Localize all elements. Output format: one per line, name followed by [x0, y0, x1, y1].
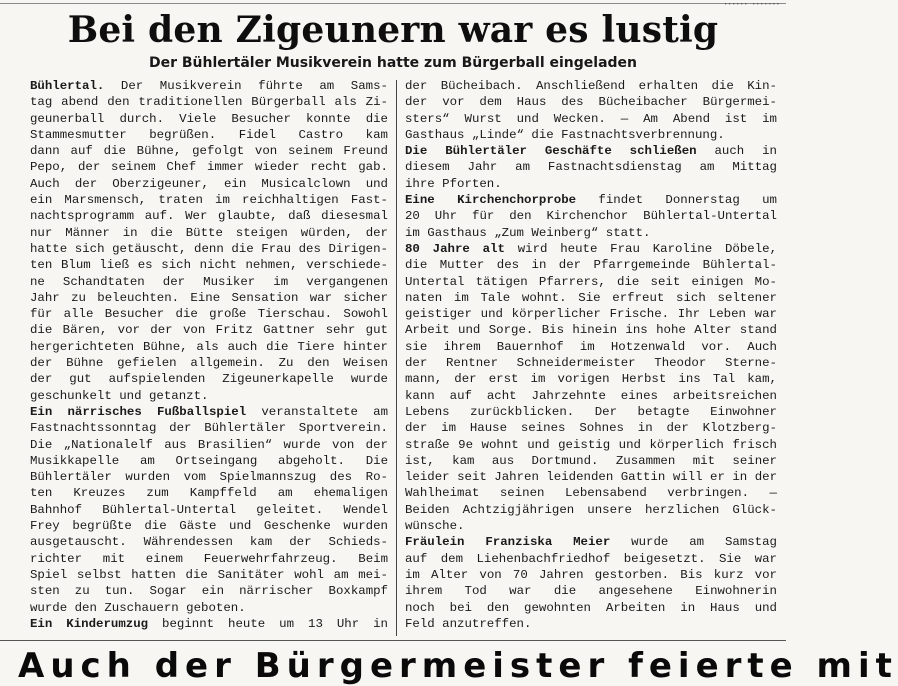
line-text: Frey begrüßte die Gäste und Geschenke wurden [30, 519, 388, 534]
line-text: ein Marsmensch, traten im reichhaltigen Fast- [30, 193, 388, 208]
article-line [30, 420, 388, 436]
line-text: Spiel selbst hatten die Sanitäter wohl am mei- [30, 567, 388, 582]
line-text: ten Blum ließ es sich nicht nehmen, verschiede- [30, 258, 388, 273]
article-line [405, 127, 777, 143]
article-line [30, 257, 388, 273]
line-text: wurde den Zuschauern geboten. [30, 600, 246, 615]
article-line [405, 453, 777, 469]
line-text: der gut aufspielenden Zigeunerkapelle wurde [30, 372, 388, 387]
line-text: sten zu tun. Sogar ein närrischer Boxkampf [30, 584, 388, 599]
paragraph-lead: Ein Kinderumzug [30, 616, 149, 631]
line-text: der vor dem Haus des Bücheibacher Bürgermei- [405, 95, 777, 110]
article-line [30, 127, 388, 143]
article-line [30, 143, 388, 159]
line-text: findet Donnerstag um [576, 193, 777, 208]
line-text: Feld anzutreffen. [405, 616, 532, 631]
column-divider [396, 80, 397, 636]
article-line [405, 159, 777, 175]
line-text: die Bären, vor der von Fritz Gattner sehr gut [30, 323, 388, 338]
article-column-left [30, 78, 388, 636]
article-line [30, 534, 388, 550]
line-text: diesem Jahr am Fastnachtsdienstag am Mittag [405, 160, 777, 175]
line-text: hatte sich getäuscht, denn die Frau des Dirigen- [30, 241, 388, 256]
line-text: auf dem Liehenbachfriedhof beigesetzt. Sie war [405, 551, 777, 566]
article-line [30, 274, 388, 290]
paragraph-lead: Bühlertal. [30, 79, 105, 93]
article-line [405, 583, 777, 599]
line-text: ten Kreuzes zum Kampffeld am ehemaligen [30, 486, 388, 501]
article-line [405, 420, 777, 436]
line-text: geschunkelt und getanzt. [30, 388, 209, 403]
article-line [30, 290, 388, 306]
line-text: beginnt heute um 13 Uhr in [148, 616, 388, 631]
article-line [30, 437, 388, 453]
line-text: im Gasthaus „Zum Weinberg“ statt. [405, 225, 651, 240]
article-line [30, 241, 388, 257]
article-line [30, 518, 388, 534]
line-text: dann auf die Bühne, gefolgt von seinem Freund [30, 144, 388, 159]
line-text: straße 9e wohnt und geistig und körperlich frisch [405, 437, 777, 452]
article-line [405, 551, 777, 567]
line-text: für alle Besucher die große Tierschau. Sowohl [30, 307, 388, 322]
line-text: Musikkapelle am Ortseingang abgeholt. Die [30, 453, 388, 468]
article-line [405, 355, 777, 371]
paragraph-lead: Eine Kirchenchorprobe [405, 193, 577, 208]
article-line [405, 485, 777, 501]
article-line [30, 192, 388, 208]
article-line [405, 94, 777, 110]
article-line [30, 583, 388, 599]
line-text: leider seit Jahren leidenden Gattin will er in der [405, 470, 777, 485]
article-line [405, 404, 777, 420]
line-text: wünsche. [405, 519, 465, 534]
line-text: sters“ Wurst und Wecken. — Am Abend ist im [405, 111, 777, 126]
article-line [405, 388, 777, 404]
article-line [405, 111, 777, 127]
line-text: sie ihrem Bauernhof im Hotzenwald vor. Auch [405, 339, 777, 354]
article-line [30, 94, 388, 110]
line-text: kann auf acht Jahrzehnte eines arbeitsreichen [405, 388, 777, 403]
article-line [405, 208, 777, 224]
line-text: Der Musikverein führte am Sams- [104, 79, 388, 93]
article-line [405, 437, 777, 453]
article-subheadline: Der Bühlertäler Musikverein hatte zum Bürgerball eingeladen [148, 55, 638, 71]
line-text: Wahlheimat seinen Lebensabend verbringen. — [405, 486, 777, 501]
line-text: ne Schandtaten der Musiker im vergangenen [30, 274, 388, 289]
article-line [405, 176, 777, 192]
article-line [30, 616, 388, 632]
line-text: Stammesmutter begrüßen. Fidel Castro kam [30, 127, 388, 142]
paragraph-lead: Fräulein Franziska Meier [405, 535, 611, 550]
line-text: Bahnhof Bühlertal-Untertal geleitet. Wendel [30, 502, 388, 517]
article-line [30, 388, 388, 404]
article-line [405, 274, 777, 290]
article-line [30, 225, 388, 241]
article-line [405, 322, 777, 338]
article-line [405, 78, 777, 94]
line-text: Bühlertäler wurden vom Spielmannszug des Ro- [30, 470, 388, 485]
article-line [30, 371, 388, 387]
line-text: ihrem Tod war die angesehene Einwohnerin [405, 584, 777, 599]
line-text: Lebens zurückblicken. Der betagte Einwohner [405, 404, 777, 419]
line-text: der Bücheibach. Anschließend erhalten die Kin- [405, 79, 777, 93]
line-text: Arbeit und Sorge. Bis hinein ins hohe Alter stand [405, 323, 777, 338]
bottom-rule [0, 640, 786, 641]
paragraph-lead: 80 Jahre alt [405, 241, 505, 256]
top-rule [0, 3, 786, 4]
line-text: Die „Nationalelf aus Brasilien“ wurde von der [30, 437, 388, 452]
article-line [30, 159, 388, 175]
article-line [30, 600, 388, 616]
line-text: der Rentner Schneidermeister Theodor Sterne- [405, 356, 777, 371]
article-line [30, 502, 388, 518]
line-text: Fastnachtssonntag der Bühlertäler Sportverein. [30, 421, 388, 436]
line-text: 20 Uhr für den Kirchenchor Bühlertal-Untertal [405, 209, 777, 224]
line-text: Jahr zu beleuchten. Eine Sensation war sicher [30, 290, 388, 305]
article-line [30, 208, 388, 224]
paragraph-lead: Ein närrisches Fußballspiel [30, 404, 247, 419]
line-text: der Bühne gefielen allgemein. Zu den Weisen [30, 356, 388, 371]
article-line [405, 339, 777, 355]
line-text: ihre Pforten. [405, 176, 502, 191]
line-text: Auch der Oberzigeuner, ein Musicalclown und [30, 176, 388, 191]
line-text: Beiden Achtzigjährigen unsere herzlichen Glück- [405, 502, 777, 517]
line-text: der im Hause seines Sohnes in der Klotzberg- [405, 421, 777, 436]
article-line [405, 143, 777, 159]
line-text: hergerichteten Bühne, als auch die Tiere hinter [30, 339, 388, 354]
line-text: Gasthaus „Linde“ die Fastnachtsverbrennung. [405, 127, 725, 142]
line-text: wurde am Samstag [610, 535, 777, 550]
line-text: Pepo, der seinem Chef immer wieder recht gab. [30, 160, 388, 175]
article-column-right [405, 78, 777, 636]
article-line [30, 176, 388, 192]
article-line [405, 290, 777, 306]
article-line [30, 339, 388, 355]
article-line [405, 502, 777, 518]
article-line [30, 567, 388, 583]
article-line [30, 404, 388, 420]
line-text: tag abend den traditionellen Bürgerball als Zi- [30, 95, 388, 110]
line-text: nur Männer in die Bütte steigen würden, der [30, 225, 388, 240]
article-line [30, 355, 388, 371]
article-line [30, 453, 388, 469]
article-headline: Bei den Zigeunern war es lustig [67, 9, 719, 51]
line-text: geistiger und körperlicher Frische. Ihr Leben war [405, 307, 777, 322]
article-line [405, 306, 777, 322]
article-line [405, 241, 777, 257]
article-line [30, 111, 388, 127]
article-line [405, 518, 777, 534]
article-line [405, 567, 777, 583]
line-text: richter mit einem Feuerwehrfahrzeug. Beim [30, 551, 388, 566]
article-line [405, 600, 777, 616]
article-line [405, 469, 777, 485]
article-line [405, 534, 777, 550]
article-line [30, 469, 388, 485]
article-line [30, 306, 388, 322]
article-line [405, 257, 777, 273]
top-text-fragment: ······ ······· [723, 0, 780, 11]
line-text: veranstaltete am [246, 404, 389, 419]
line-text: wird heute Frau Karoline Döbele, [504, 241, 778, 256]
line-text: mann, der erst im vorigen Herbst ins Tal kam, [405, 372, 777, 387]
article-line [30, 78, 388, 94]
line-text: die Mutter des in der Pfarrgemeinde Bühlertal- [405, 258, 777, 273]
article-line [30, 322, 388, 338]
next-article-headline-fragment: Auch der Bürgermeister feierte mit [18, 646, 898, 686]
paragraph-lead: Die Bühlertäler Geschäfte schließen [405, 144, 697, 159]
article-line [30, 551, 388, 567]
line-text: naten im Tale wohnt. Sie erfreut sich seltener [405, 290, 777, 305]
line-text: noch bei den gewohnten Arbeiten in Haus und [405, 600, 777, 615]
article-line [405, 371, 777, 387]
line-text: auch in [696, 144, 777, 159]
article-line [30, 485, 388, 501]
line-text: geunerball durch. Viele Besucher konnte die [30, 111, 388, 126]
article-line [405, 192, 777, 208]
line-text: Untertal tätigen Pfarrers, die seit einigen Mo- [405, 274, 777, 289]
line-text: ist, kam aus Dortmund. Zusammen mit seiner [405, 453, 777, 468]
line-text: im Alter von 70 Jahren gestorben. Bis kurz vor [405, 567, 777, 582]
article-line [405, 225, 777, 241]
line-text: nachtsprogramm auf. Wer glaubte, daß diesesmal [30, 209, 388, 224]
line-text: ausgetauscht. Währendessen kam der Schieds- [30, 535, 388, 550]
article-line [405, 616, 777, 632]
